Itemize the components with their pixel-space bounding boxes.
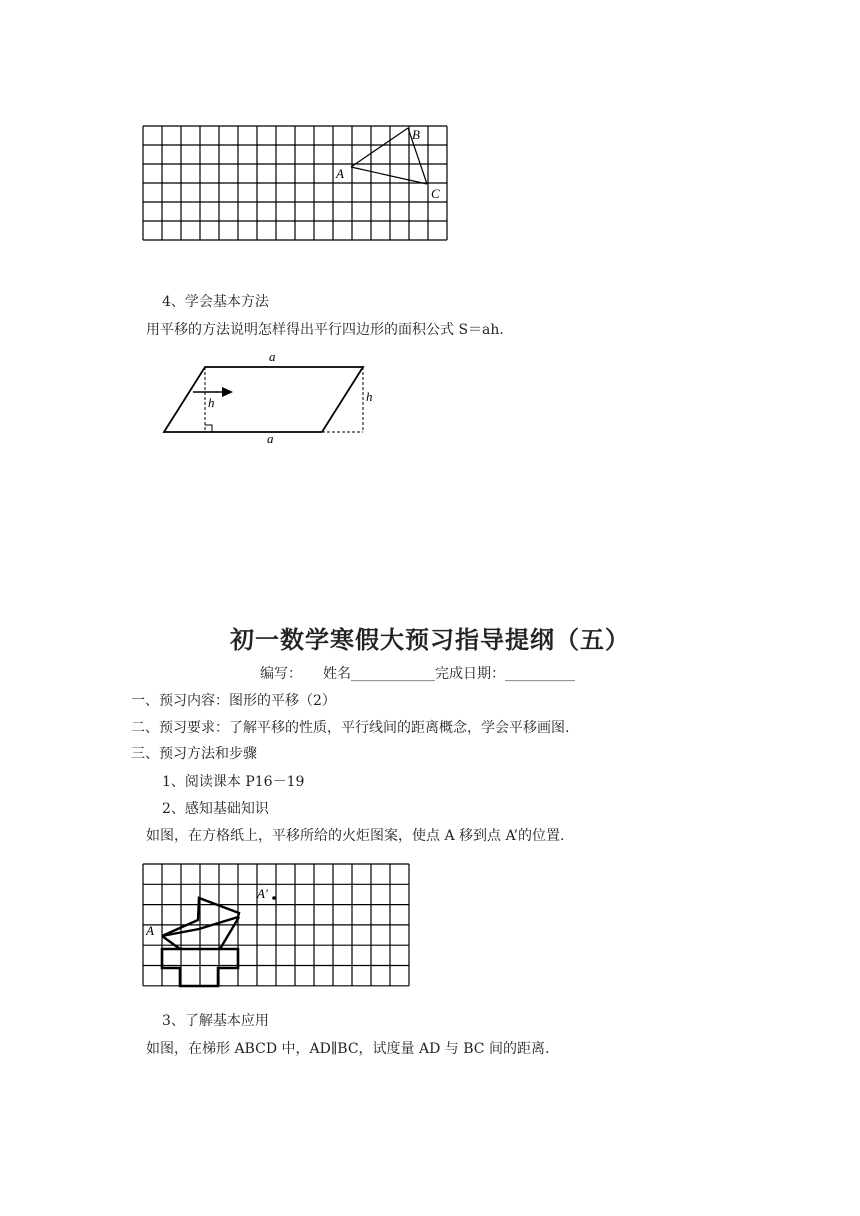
step-3: 3、了解基本应用 [162,1013,269,1029]
triangle-grid-figure [140,123,450,241]
label-torch-a: A [146,923,154,938]
label-b: B [412,127,420,142]
bottom-label-a: a [267,431,274,445]
step-2: 2、感知基础知识 [162,801,269,817]
meta-line: 编写： 姓名____________完成日期：__________ [260,666,575,682]
triangle-side-ab [351,128,408,167]
right-angle-mark [205,425,212,432]
item-1: 一、预习内容：图形的平移（2） [131,693,336,709]
step-1: 1、阅读课本 P16－19 [162,774,305,790]
section-4-text: 用平移的方法说明怎样得出平行四边形的面积公式 S＝ah. [146,322,504,338]
section-4-heading: 4、学会基本方法 [162,294,269,310]
label-a: A [336,166,344,181]
torch-left-stroke [162,936,180,949]
triangle-side-ac [351,167,427,184]
grid [143,864,409,986]
arrow-head-icon [222,387,233,397]
torch-grid-figure [140,860,412,990]
point-a-prime [272,896,276,900]
label-c: C [431,186,440,201]
label-a-prime: A' [257,886,268,901]
item-3: 三、预习方法和步骤 [131,746,257,762]
parallelogram [164,367,363,432]
step-3-text: 如图，在梯形 ABCD 中，AD∥BC，试度量 AD 与 BC 间的距离. [146,1041,550,1057]
item-2: 二、预习要求：了解平移的性质，平行线间的距离概念，学会平移画图. [131,720,570,736]
side-label-h: h [366,389,373,404]
top-label-a: a [269,349,276,364]
inner-label-h: h [208,395,215,410]
page-title: 初一数学寒假大预习指导提纲（五） [230,625,630,654]
parallelogram-figure [155,345,395,445]
grid [143,126,447,240]
step-2-text: 如图，在方格纸上，平移所给的火炬图案，使点 A 移到点 A’的位置. [146,828,565,844]
